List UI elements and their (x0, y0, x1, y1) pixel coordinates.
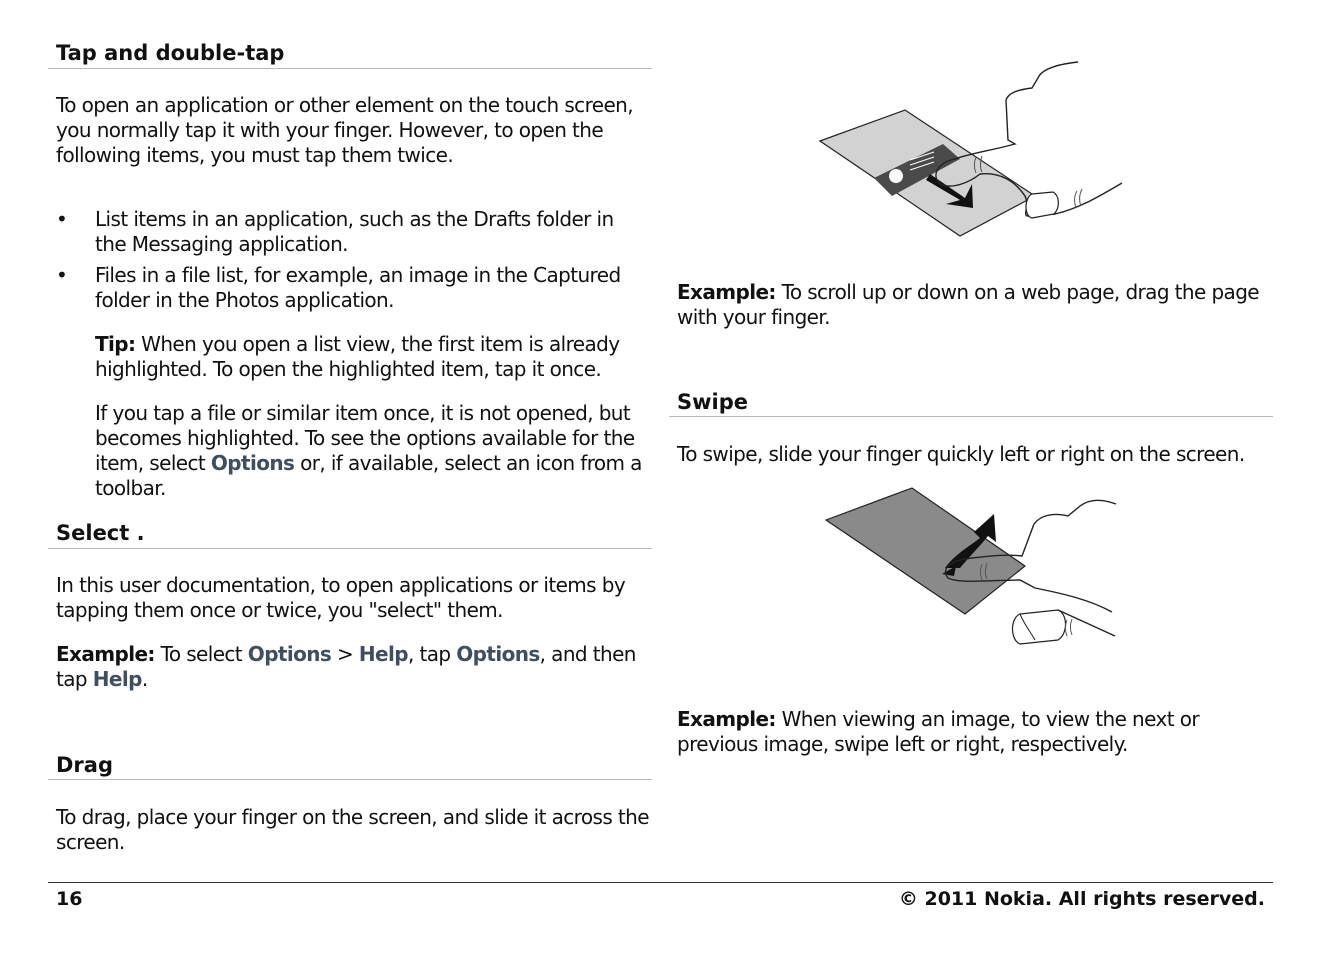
footer-rule (48, 882, 1273, 883)
example-label: Example: (56, 642, 155, 666)
tap-intro-paragraph: To open an application or other element on the touch screen, you normally tap it with your finger. However, to open the following items, you must tap them twice. (56, 93, 634, 167)
options-menu-term: Options (247, 642, 332, 666)
page-number: 16 (56, 888, 83, 910)
bullet-icon: • (56, 263, 68, 287)
example-label: Example: (677, 280, 776, 304)
select-paragraph: In this user documentation, to open applications or items by tapping them once or twice, you "select" them. (56, 573, 626, 622)
example-text: . (141, 667, 148, 691)
help-menu-term: Help (358, 642, 408, 666)
example-text: When viewing an image, to view the next or previous image, swipe left or right, respectively. (677, 707, 1199, 756)
tap-once-text: If you tap a file or similar item once, it is not opened, but becomes highlighted. To see the options available for the item, select (95, 401, 635, 475)
bullet-icon: • (56, 207, 68, 231)
bullet-text: List items in an application, such as the Drafts folder in the Messaging application. (95, 207, 614, 256)
drag-heading: Drag (48, 752, 652, 780)
options-menu-term: Options (456, 642, 540, 666)
swipe-example-paragraph (677, 707, 1273, 757)
example-text: > (331, 642, 359, 666)
help-menu-term: Help (92, 667, 142, 691)
tap-once-paragraph (95, 401, 651, 501)
swipe-illustration (820, 484, 1120, 649)
drag-paragraph: To drag, place your finger on the screen, and slide it across the screen. (56, 805, 649, 854)
select-heading: Select . (48, 520, 652, 549)
tip-paragraph (95, 332, 647, 382)
copyright: © 2011 Nokia. All rights reserved. (898, 888, 1265, 910)
swipe-heading: Swipe (669, 389, 1273, 417)
tip-text: When you open a list view, the first item is already highlighted. To open the highlighted item, tap it once. (95, 332, 620, 381)
example-text: , tap (407, 642, 457, 666)
drag-example-paragraph (677, 280, 1273, 330)
swipe-paragraph: To swipe, slide your finger quickly left or right on the screen. (677, 442, 1245, 466)
tap-once-text-end: or, if available, select an icon from a toolbar. (95, 451, 642, 500)
select-example-paragraph (56, 642, 648, 692)
tip-label: Tip: (95, 332, 136, 356)
bullet-text: Files in a file list, for example, an image in the Captured folder in the Photos application. (95, 263, 621, 312)
example-text: To scroll up or down on a web page, drag the page with your finger. (677, 280, 1260, 329)
example-text: , and then tap (56, 642, 636, 691)
example-label: Example: (677, 707, 776, 731)
drag-illustration (810, 56, 1140, 246)
options-menu-term: Options (210, 451, 295, 475)
example-text: To select (154, 642, 248, 666)
tap-heading: Tap and double-tap (48, 40, 652, 69)
